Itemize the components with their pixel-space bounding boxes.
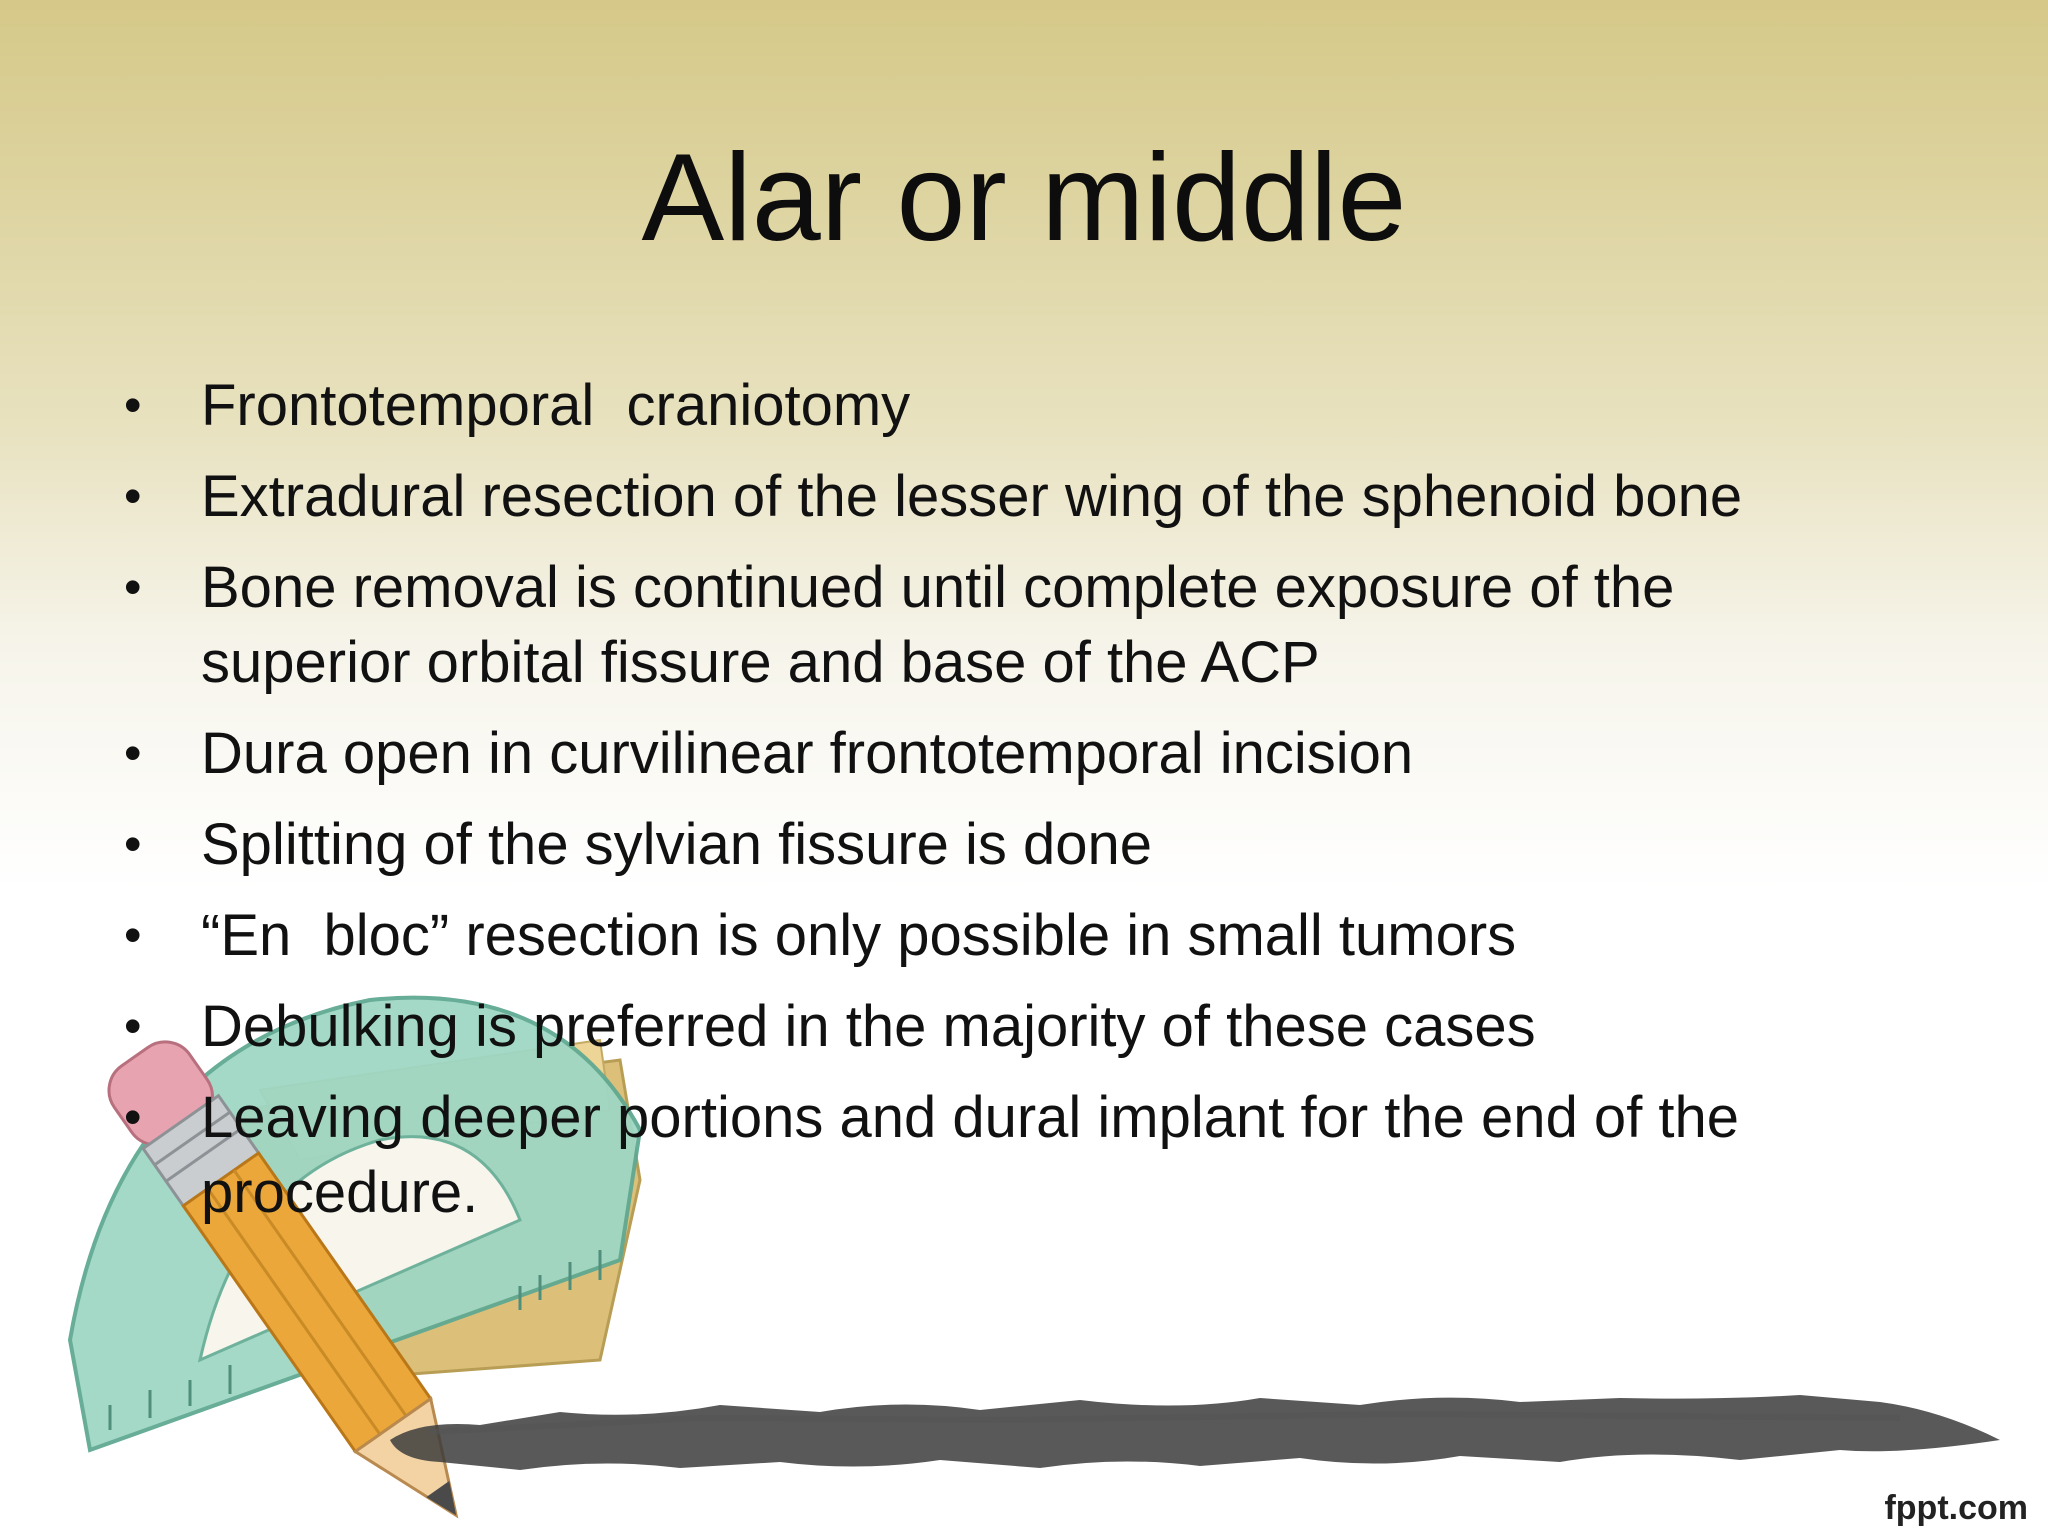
bullet-text: Debulking is preferred in the majority of these cases: [201, 994, 1536, 1059]
bullet-text: Bone removal is continued until complete exposure of the superior orbital fissure and base of the ACP: [201, 555, 1675, 695]
list-item: [124, 368, 1860, 443]
bullet-text: Extradural resection of the lesser wing of the sphenoid bone: [201, 464, 1743, 529]
slide-title: Alar or middle: [641, 129, 1407, 267]
bullet-icon: •: [124, 468, 142, 524]
list-item: [124, 898, 1860, 973]
bullet-icon: •: [124, 377, 142, 433]
bullet-icon: •: [124, 1089, 142, 1145]
bullet-text: Frontotemporal craniotomy: [201, 373, 911, 438]
bullet-text: “En bloc” resection is only possible in small tumors: [201, 903, 1517, 968]
bullet-icon: •: [124, 816, 142, 872]
bullet-icon: •: [124, 725, 142, 781]
bullet-text: Leaving deeper portions and dural implant for the end of the procedure.: [201, 1085, 1740, 1225]
list-item: [124, 716, 1860, 791]
bullet-icon: •: [124, 907, 142, 963]
list-item: [124, 989, 1860, 1064]
list-item: [124, 459, 1860, 534]
bullet-text: Splitting of the sylvian fissure is done: [201, 812, 1153, 877]
list-item: [124, 1080, 1860, 1230]
list-item: [124, 807, 1860, 882]
brand-watermark: fppt.com: [1884, 1489, 2028, 1527]
bullet-icon: •: [124, 559, 142, 615]
bullet-list: [124, 368, 1860, 1246]
bullet-icon: •: [124, 998, 142, 1054]
bullet-text: Dura open in curvilinear frontotemporal incision: [201, 721, 1414, 786]
list-item: [124, 550, 1860, 700]
brush-stroke-decoration: [390, 1395, 2000, 1470]
